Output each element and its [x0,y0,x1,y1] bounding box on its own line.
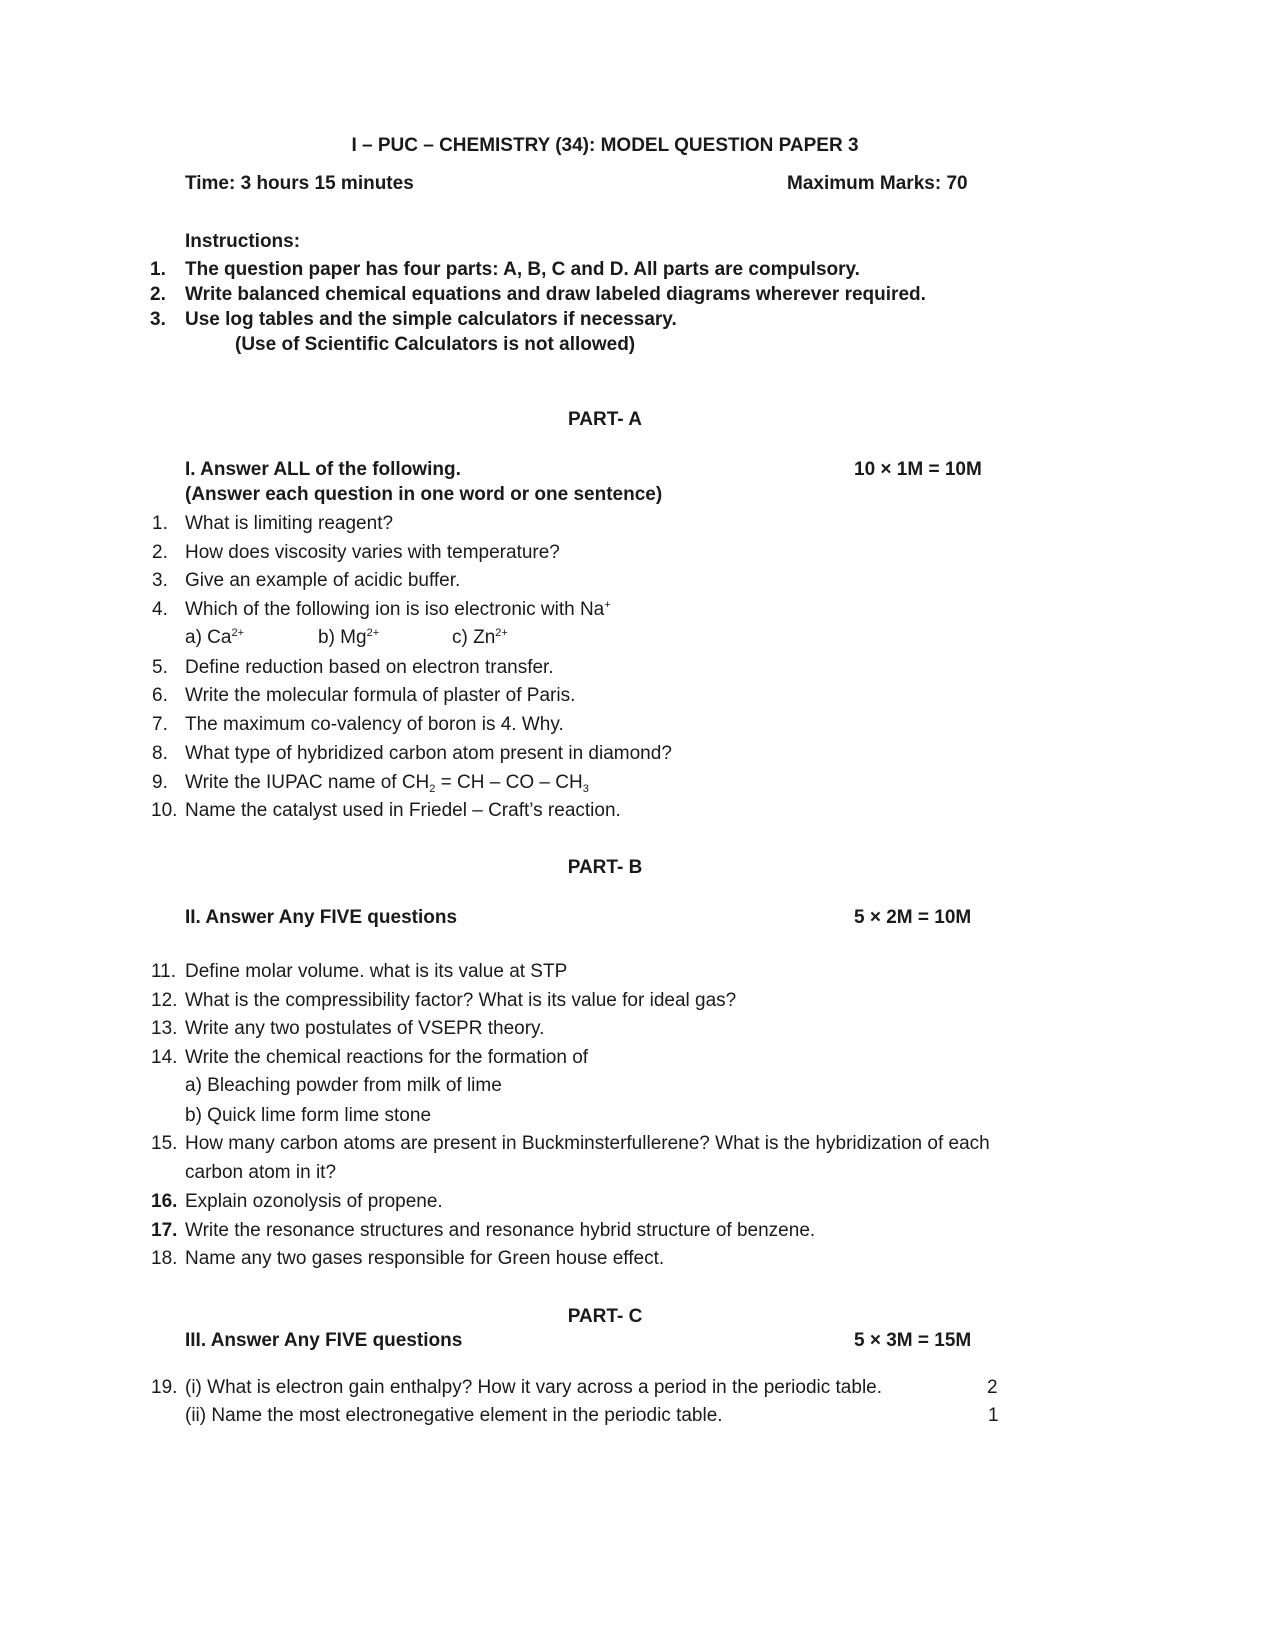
part-b-heading: II. Answer Any FIVE questions [185,907,458,928]
question-text: Write the chemical reactions for the formation of [185,1047,589,1068]
part-a-subheading: (Answer each question in one word or one sentence) [185,484,663,505]
time-allowed: Time: 3 hours 15 minutes [185,173,414,194]
question-number: 13. [151,1018,178,1039]
question-marks: 1 [988,1405,999,1426]
question-text: carbon atom in it? [185,1162,337,1183]
instruction-item: Write balanced chemical equations and draw labeled diagrams wherever required. [185,284,926,305]
question-text: Write the molecular formula of plaster of Paris. [185,685,576,706]
question-text: Define molar volume. what is its value at STP [185,961,568,982]
question-number: 17. [151,1220,178,1241]
question-text: Give an example of acidic buffer. [185,570,461,591]
question-number: 16. [151,1191,178,1212]
question-text-body: Which of the following ion is iso electronic with Na [185,599,605,620]
question-text: b) Quick lime form lime stone [185,1105,432,1126]
instruction-item: The question paper has four parts: A, B, C and D. All parts are compulsory. [185,259,860,280]
question-number: 19. [151,1377,178,1398]
question-text: a) Bleaching powder from milk of lime [185,1075,502,1096]
option-label: a) Ca [185,627,232,648]
question-number: 4. [152,599,168,620]
part-c-marks: 5 × 3M = 15M [854,1330,972,1351]
charge-superscript: + [604,599,611,611]
question-text: Write any two postulates of VSEPR theory. [185,1018,545,1039]
question-text: Name any two gases responsible for Green house effect. [185,1248,665,1269]
question-text: What type of hybridized carbon atom present in diamond? [185,743,672,764]
part-b-title: PART- B [567,857,643,878]
question-text: The maximum co-valency of boron is 4. Why. [185,714,564,735]
question-number: 12. [151,990,178,1011]
question-number: 10. [151,800,178,821]
subscript: 3 [582,783,589,795]
part-c-title: PART- C [567,1306,643,1327]
option-b [318,626,379,650]
question-text: How many carbon atoms are present in Buckminsterfullerene? What is the hybridization of each [185,1133,990,1154]
question-text: (i) What is electron gain enthalpy? How it vary across a period in the periodic table. [185,1377,883,1398]
instruction-number: 3. [150,309,166,330]
question-text: What is limiting reagent? [185,513,394,534]
question-text: Define reduction based on electron transfer. [185,657,554,678]
option-label: c) Zn [452,627,496,648]
charge-superscript: 2+ [366,627,380,639]
subscript: 2 [429,783,436,795]
question-number: 7. [152,714,168,735]
instruction-number: 1. [150,259,166,280]
paper-title: I – PUC – CHEMISTRY (34): MODEL QUESTION PAPER 3 [351,135,859,156]
charge-superscript: 2+ [495,627,508,639]
question-number: 6. [152,685,168,706]
option-a [185,626,244,650]
part-c-heading: III. Answer Any FIVE questions [185,1330,463,1351]
question-number: 3. [152,570,168,591]
instruction-note: (Use of Scientific Calculators is not allowed) [235,334,636,355]
question-number: 2. [152,542,168,563]
question-number: 1. [152,513,168,534]
maximum-marks: Maximum Marks: 70 [787,173,968,194]
question-text [185,598,611,622]
part-b-marks: 5 × 2M = 10M [854,907,972,928]
instruction-item: Use log tables and the simple calculators if necessary. [185,309,677,330]
question-text: Explain ozonolysis of propene. [185,1191,443,1212]
question-marks: 2 [987,1377,998,1398]
part-a-heading: I. Answer ALL of the following. [185,459,461,480]
instructions-heading: Instructions: [185,231,301,252]
question-text: Name the catalyst used in Friedel – Craft’s reaction. [185,800,621,821]
question-number: 9. [152,772,168,793]
question-number: 18. [151,1248,178,1269]
formula-part: = CH – CO – CH [435,772,583,793]
question-number: 15. [151,1133,178,1154]
question-text: Write the resonance structures and resonance hybrid structure of benzene. [185,1220,816,1241]
part-a-marks: 10 × 1M = 10M [854,459,982,480]
question-text [185,771,589,795]
question-text: How does viscosity varies with temperature? [185,542,560,563]
option-c [452,626,508,650]
formula-part: Write the IUPAC name of CH [185,772,430,793]
question-text: What is the compressibility factor? What is its value for ideal gas? [185,990,737,1011]
question-text: (ii) Name the most electronegative element in the periodic table. [185,1405,723,1426]
part-a-title: PART- A [568,409,642,430]
question-number: 5. [152,657,168,678]
question-number: 14. [151,1047,178,1068]
question-number: 11. [151,961,177,982]
instruction-number: 2. [150,284,166,305]
question-number: 8. [152,743,168,764]
charge-superscript: 2+ [231,627,245,639]
option-label: b) Mg [318,627,367,648]
